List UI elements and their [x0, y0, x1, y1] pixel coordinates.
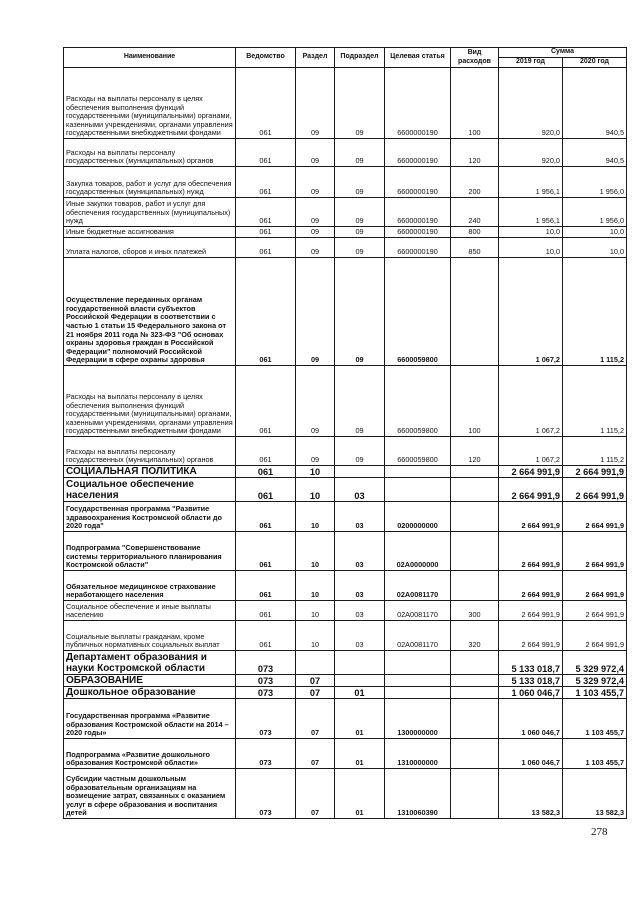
cell-razdel: 10	[296, 478, 335, 502]
cell-sum-2019: 1 956,1	[499, 198, 563, 227]
cell-vid-raskhodov	[451, 699, 499, 739]
cell-podrazdel: 03	[335, 532, 385, 571]
cell-sum-2019: 920,0	[499, 68, 563, 139]
cell-sum-2019: 2 664 991,9	[499, 466, 563, 478]
cell-vedomstvo: 061	[236, 532, 296, 571]
cell-sum-2020: 1 956,0	[563, 198, 627, 227]
cell-razdel: 09	[296, 68, 335, 139]
cell-vedomstvo: 061	[236, 198, 296, 227]
cell-podrazdel: 09	[335, 366, 385, 437]
cell-name: Иные закупки товаров, работ и услуг для обеспечения государственных (муниципальных) нужд	[64, 198, 236, 227]
cell-podrazdel: 01	[335, 687, 385, 699]
cell-celevaya-statya: 02А0081170	[385, 621, 451, 651]
cell-sum-2019: 1 067,2	[499, 366, 563, 437]
cell-celevaya-statya: 6600000190	[385, 198, 451, 227]
cell-sum-2020: 1 103 455,7	[563, 687, 627, 699]
cell-vid-raskhodov	[451, 532, 499, 571]
cell-vedomstvo: 061	[236, 167, 296, 198]
cell-sum-2020: 2 664 991,9	[563, 571, 627, 601]
cell-name: Подпрограмма «Развитие дошкольного образования Костромской области»	[64, 739, 236, 769]
cell-vid-raskhodov	[451, 502, 499, 532]
cell-podrazdel: 03	[335, 621, 385, 651]
table-row	[64, 675, 627, 687]
cell-sum-2019: 10,0	[499, 227, 563, 238]
cell-sum-2020: 2 664 991,9	[563, 478, 627, 502]
cell-vedomstvo: 061	[236, 227, 296, 238]
cell-vedomstvo: 073	[236, 699, 296, 739]
cell-podrazdel: 09	[335, 198, 385, 227]
cell-sum-2019: 1 067,2	[499, 258, 563, 366]
budget-table	[63, 47, 627, 819]
cell-razdel: 10	[296, 571, 335, 601]
cell-sum-2019: 1 060 046,7	[499, 739, 563, 769]
table-row	[64, 466, 627, 478]
cell-sum-2019: 2 664 991,9	[499, 571, 563, 601]
table-row	[64, 437, 627, 466]
cell-vid-raskhodov: 240	[451, 198, 499, 227]
cell-podrazdel: 09	[335, 437, 385, 466]
table-row	[64, 478, 627, 502]
cell-vid-raskhodov	[451, 466, 499, 478]
cell-sum-2019: 2 664 991,9	[499, 621, 563, 651]
cell-vid-raskhodov	[451, 675, 499, 687]
cell-celevaya-statya: 0200000000	[385, 502, 451, 532]
cell-vedomstvo: 061	[236, 502, 296, 532]
cell-sum-2020: 2 664 991,9	[563, 532, 627, 571]
cell-sum-2020: 5 329 972,4	[563, 675, 627, 687]
cell-name: Осуществление переданных органам государственной власти субъектов Российской Федерации в соответствии с частью 1 статьи 15 Федерального закона от 21 ноября 2011 года № 323-ФЗ "Об основах охраны здоровья граждан в Российской Федерации" полномочий Российской Федерации в сфере охраны здоровья	[64, 258, 236, 366]
cell-name: Департамент образования и науки Костромской области	[64, 651, 236, 675]
cell-vedomstvo: 061	[236, 139, 296, 167]
cell-sum-2020: 1 115,2	[563, 437, 627, 466]
cell-podrazdel: 09	[335, 139, 385, 167]
cell-name: Государственная программа «Развитие образования Костромской области на 2014 – 2020 годы»	[64, 699, 236, 739]
cell-name: Расходы на выплаты персоналу государственных (муниципальных) органов	[64, 437, 236, 466]
cell-razdel: 09	[296, 167, 335, 198]
cell-celevaya-statya	[385, 466, 451, 478]
table-row	[64, 227, 627, 238]
cell-vid-raskhodov: 300	[451, 601, 499, 621]
table-row	[64, 258, 627, 366]
cell-vid-raskhodov	[451, 739, 499, 769]
cell-vedomstvo: 073	[236, 651, 296, 675]
cell-celevaya-statya: 6600000190	[385, 227, 451, 238]
cell-sum-2019: 2 664 991,9	[499, 532, 563, 571]
cell-sum-2020: 10,0	[563, 227, 627, 238]
cell-sum-2019: 10,0	[499, 238, 563, 258]
cell-name: Субсидии частным дошкольным образовательным организациям на возмещение затрат, связанных с оказанием услуг в сфере образования и воспитания детей	[64, 769, 236, 819]
cell-podrazdel: 09	[335, 258, 385, 366]
table-row	[64, 571, 627, 601]
cell-sum-2020: 2 664 991,9	[563, 601, 627, 621]
cell-razdel: 09	[296, 139, 335, 167]
cell-vedomstvo: 061	[236, 478, 296, 502]
cell-celevaya-statya: 1300000000	[385, 699, 451, 739]
cell-sum-2020: 2 664 991,9	[563, 621, 627, 651]
cell-sum-2020: 1 103 455,7	[563, 739, 627, 769]
cell-sum-2020: 2 664 991,9	[563, 502, 627, 532]
cell-celevaya-statya	[385, 687, 451, 699]
table-row	[64, 621, 627, 651]
cell-sum-2019: 1 956,1	[499, 167, 563, 198]
cell-sum-2020: 1 103 455,7	[563, 699, 627, 739]
cell-razdel: 09	[296, 227, 335, 238]
cell-sum-2019: 1 060 046,7	[499, 699, 563, 739]
header-celevaya-statya: Целевая статья	[385, 48, 451, 68]
cell-razdel: 10	[296, 601, 335, 621]
cell-vid-raskhodov: 850	[451, 238, 499, 258]
cell-podrazdel	[335, 675, 385, 687]
table-row	[64, 601, 627, 621]
header-podrazdel: Подраздел	[335, 48, 385, 68]
cell-vid-raskhodov	[451, 258, 499, 366]
cell-vid-raskhodov: 120	[451, 139, 499, 167]
cell-sum-2020: 1 956,0	[563, 167, 627, 198]
cell-razdel: 10	[296, 621, 335, 651]
cell-celevaya-statya: 02А0081170	[385, 601, 451, 621]
cell-name: Уплата налогов, сборов и иных платежей	[64, 238, 236, 258]
cell-name: Подпрограмма "Совершенствование системы территориального планирования Костромской области"	[64, 532, 236, 571]
table-row	[64, 699, 627, 739]
cell-podrazdel	[335, 466, 385, 478]
cell-vid-raskhodov	[451, 571, 499, 601]
cell-name: Расходы на выплаты персоналу в целях обеспечения выполнения функций государственными (муниципальными) органами, казенными учреждениями, органами управления государственными внебюджетными фондами	[64, 68, 236, 139]
table-row	[64, 366, 627, 437]
cell-vid-raskhodov: 320	[451, 621, 499, 651]
cell-podrazdel: 03	[335, 478, 385, 502]
cell-vid-raskhodov	[451, 687, 499, 699]
cell-vedomstvo: 073	[236, 739, 296, 769]
header-summa: Сумма	[499, 48, 627, 58]
cell-celevaya-statya: 6600059800	[385, 258, 451, 366]
header-razdel: Раздел	[296, 48, 335, 68]
cell-sum-2020: 1 115,2	[563, 258, 627, 366]
cell-razdel: 09	[296, 238, 335, 258]
cell-sum-2019: 13 582,3	[499, 769, 563, 819]
cell-vedomstvo: 061	[236, 621, 296, 651]
cell-podrazdel: 01	[335, 739, 385, 769]
cell-name: Иные бюджетные ассигнования	[64, 227, 236, 238]
cell-name: Социальные выплаты гражданам, кроме публичных нормативных социальных выплат	[64, 621, 236, 651]
cell-sum-2020: 1 115,2	[563, 366, 627, 437]
cell-sum-2019: 920,0	[499, 139, 563, 167]
cell-podrazdel: 01	[335, 769, 385, 819]
cell-sum-2020: 940,5	[563, 68, 627, 139]
cell-vedomstvo: 073	[236, 687, 296, 699]
cell-vid-raskhodov	[451, 769, 499, 819]
cell-vedomstvo: 061	[236, 571, 296, 601]
cell-podrazdel	[335, 651, 385, 675]
cell-celevaya-statya: 6600000190	[385, 167, 451, 198]
cell-celevaya-statya: 6600000190	[385, 238, 451, 258]
cell-vid-raskhodov: 120	[451, 437, 499, 466]
cell-celevaya-statya: 6600059800	[385, 437, 451, 466]
cell-podrazdel: 03	[335, 601, 385, 621]
cell-razdel	[296, 651, 335, 675]
page-number: 278	[591, 826, 608, 838]
cell-name: Обязательное медицинское страхование неработающего населения	[64, 571, 236, 601]
cell-vedomstvo: 061	[236, 68, 296, 139]
header-vid-raskhodov: Вид расходов	[451, 48, 499, 68]
cell-vedomstvo: 073	[236, 675, 296, 687]
cell-name: Закупка товаров, работ и услуг для обеспечения государственных (муниципальных) нужд	[64, 167, 236, 198]
table-row	[64, 167, 627, 198]
cell-celevaya-statya	[385, 651, 451, 675]
cell-vedomstvo: 061	[236, 601, 296, 621]
cell-razdel: 07	[296, 769, 335, 819]
table-row	[64, 198, 627, 227]
cell-vid-raskhodov: 200	[451, 167, 499, 198]
table-row	[64, 502, 627, 532]
table-body	[64, 68, 627, 819]
cell-podrazdel: 09	[335, 227, 385, 238]
table-row	[64, 769, 627, 819]
table-row	[64, 139, 627, 167]
cell-sum-2020: 13 582,3	[563, 769, 627, 819]
cell-podrazdel: 01	[335, 699, 385, 739]
cell-vid-raskhodov: 100	[451, 366, 499, 437]
cell-vedomstvo: 061	[236, 466, 296, 478]
cell-vedomstvo: 061	[236, 437, 296, 466]
cell-celevaya-statya	[385, 675, 451, 687]
cell-celevaya-statya: 6600000190	[385, 68, 451, 139]
cell-sum-2020: 940,5	[563, 139, 627, 167]
table-row	[64, 532, 627, 571]
cell-razdel: 10	[296, 532, 335, 571]
table-row	[64, 739, 627, 769]
cell-celevaya-statya: 02А0081170	[385, 571, 451, 601]
cell-sum-2019: 5 133 018,7	[499, 651, 563, 675]
cell-vid-raskhodov	[451, 478, 499, 502]
cell-vid-raskhodov	[451, 651, 499, 675]
cell-vedomstvo: 061	[236, 238, 296, 258]
cell-sum-2020: 2 664 991,9	[563, 466, 627, 478]
cell-celevaya-statya: 6600000190	[385, 139, 451, 167]
cell-celevaya-statya: 6600059800	[385, 366, 451, 437]
cell-celevaya-statya: 02А0000000	[385, 532, 451, 571]
cell-razdel: 10	[296, 466, 335, 478]
cell-razdel: 07	[296, 699, 335, 739]
cell-sum-2019: 1 060 046,7	[499, 687, 563, 699]
cell-razdel: 09	[296, 198, 335, 227]
cell-razdel: 10	[296, 502, 335, 532]
cell-razdel: 07	[296, 675, 335, 687]
cell-name: Государственная программа "Развитие здравоохранения Костромской области до 2020 года"	[64, 502, 236, 532]
cell-name: СОЦИАЛЬНАЯ ПОЛИТИКА	[64, 466, 236, 478]
cell-vedomstvo: 061	[236, 258, 296, 366]
cell-name: Дошкольное образование	[64, 687, 236, 699]
table-row	[64, 687, 627, 699]
cell-sum-2020: 5 329 972,4	[563, 651, 627, 675]
cell-celevaya-statya	[385, 478, 451, 502]
cell-vedomstvo: 073	[236, 769, 296, 819]
cell-sum-2019: 1 067,2	[499, 437, 563, 466]
cell-podrazdel: 09	[335, 167, 385, 198]
cell-name: Расходы на выплаты персоналу в целях обеспечения выполнения функций государственными (муниципальными) органами, казенными учреждениями, органами управления государственными внебюджетными фондами	[64, 366, 236, 437]
cell-name: Социальное обеспечение населения	[64, 478, 236, 502]
cell-sum-2019: 2 664 991,9	[499, 478, 563, 502]
header-vedomstvo: Ведомство	[236, 48, 296, 68]
cell-podrazdel: 09	[335, 68, 385, 139]
cell-razdel: 07	[296, 687, 335, 699]
cell-name: ОБРАЗОВАНИЕ	[64, 675, 236, 687]
header-name: Наименование	[64, 48, 236, 68]
table-header	[64, 48, 627, 68]
table-row	[64, 68, 627, 139]
header-year-2019: 2019 год	[499, 58, 563, 68]
cell-celevaya-statya: 1310060390	[385, 769, 451, 819]
cell-sum-2020: 10,0	[563, 238, 627, 258]
cell-razdel: 07	[296, 739, 335, 769]
cell-razdel: 09	[296, 437, 335, 466]
header-year-2020: 2020 год	[563, 58, 627, 68]
cell-podrazdel: 09	[335, 238, 385, 258]
cell-sum-2019: 2 664 991,9	[499, 601, 563, 621]
cell-sum-2019: 5 133 018,7	[499, 675, 563, 687]
table-row	[64, 651, 627, 675]
cell-sum-2019: 2 664 991,9	[499, 502, 563, 532]
cell-vedomstvo: 061	[236, 366, 296, 437]
cell-vid-raskhodov: 800	[451, 227, 499, 238]
cell-vid-raskhodov: 100	[451, 68, 499, 139]
table-row	[64, 238, 627, 258]
cell-razdel: 09	[296, 366, 335, 437]
cell-razdel: 09	[296, 258, 335, 366]
cell-name: Расходы на выплаты персоналу государственных (муниципальных) органов	[64, 139, 236, 167]
cell-name: Социальное обеспечение и иные выплаты населению	[64, 601, 236, 621]
cell-celevaya-statya: 1310000000	[385, 739, 451, 769]
cell-podrazdel: 03	[335, 502, 385, 532]
cell-podrazdel: 03	[335, 571, 385, 601]
